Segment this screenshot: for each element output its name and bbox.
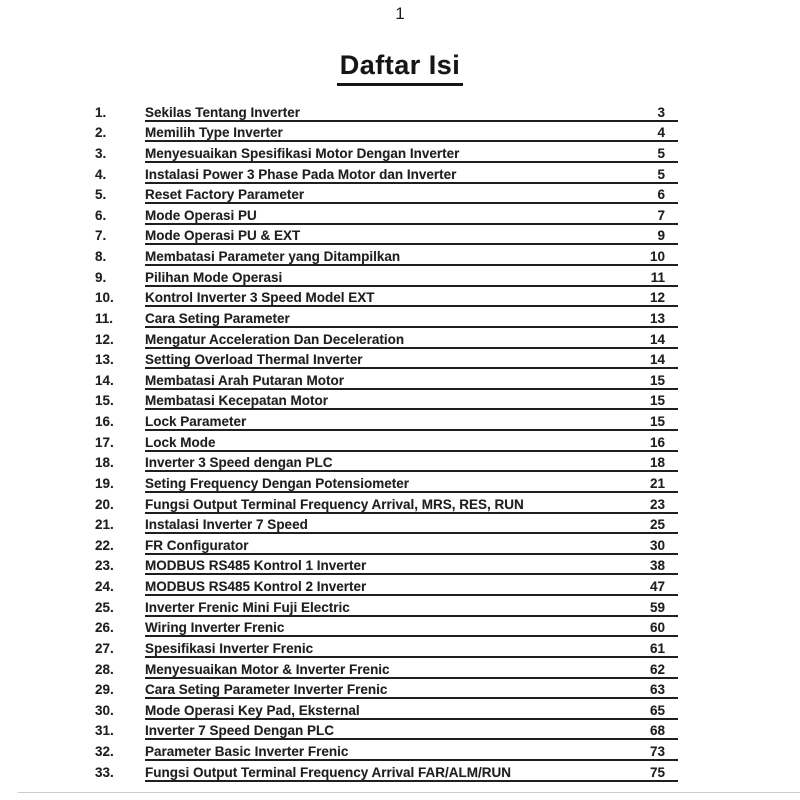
toc-entry-number: 16. [95, 414, 114, 429]
toc-entry [95, 452, 678, 473]
toc-entry-title: Membatasi Parameter yang Ditampilkan [145, 249, 401, 264]
toc-entry-line [145, 125, 678, 142]
toc-entry-number: 4. [95, 166, 107, 182]
toc-entry-title: Inverter Frenic Mini Fuji Electric [145, 599, 350, 615]
toc-entry-line [145, 455, 678, 472]
toc-entry-page: 16 [649, 434, 665, 450]
toc-entry-title: Mode Operasi PU & EXT [145, 228, 301, 244]
toc-entry-page: 15 [649, 414, 665, 429]
toc-entry-number: 8. [95, 249, 107, 264]
toc-entry [95, 225, 678, 246]
toc-entry-title: Inverter 3 Speed dengan PLC [145, 455, 333, 471]
toc-entry-title: Seting Frequency Dengan Potensiometer [145, 475, 410, 491]
toc-entry-line [145, 497, 678, 514]
toc-entry-number: 18. [95, 455, 114, 471]
toc-entry [95, 596, 678, 617]
toc-entry-number: 2. [95, 125, 107, 141]
toc-entry-line [145, 167, 678, 184]
toc-entry [95, 328, 678, 349]
toc-entry-line [145, 579, 678, 596]
toc-entry-page: 13 [649, 310, 665, 326]
toc-entry-number: 20. [95, 496, 114, 512]
toc-entry-title: Spesifikasi Inverter Frenic [145, 640, 314, 656]
toc-entry-line [145, 620, 678, 637]
toc-entry [95, 307, 678, 328]
toc-entry-title: Memilih Type Inverter [145, 125, 283, 141]
toc-entry-title: Instalasi Inverter 7 Speed [145, 517, 308, 533]
toc-entry-line [145, 723, 678, 740]
table-of-contents [95, 101, 678, 782]
toc-entry-title: Mode Operasi Key Pad, Eksternal [145, 702, 360, 718]
toc-entry-number: 17. [95, 434, 114, 450]
toc-entry-number: 24. [95, 579, 114, 594]
toc-entry [95, 555, 678, 576]
toc-entry-page: 21 [649, 475, 665, 491]
toc-entry-number: 6. [95, 207, 107, 223]
toc-entry-title: Lock Mode [145, 434, 216, 450]
toc-entry-page: 25 [649, 517, 665, 533]
toc-entry-page: 7 [657, 207, 665, 223]
toc-entry-line [145, 290, 678, 307]
toc-entry-page: 11 [650, 269, 665, 285]
toc-entry-number: 31. [95, 723, 114, 739]
toc-entry [95, 658, 678, 679]
toc-entry-title: Kontrol Inverter 3 Speed Model EXT [145, 290, 375, 306]
toc-entry-number: 10. [95, 290, 114, 306]
page-bottom-rule [18, 792, 800, 793]
page-title: Daftar Isi [337, 50, 464, 86]
toc-entry-number: 32. [95, 744, 114, 759]
toc-entry-title: FR Configurator [145, 537, 249, 553]
title-container [0, 50, 800, 86]
toc-entry-page: 4 [657, 125, 665, 141]
toc-entry-page: 75 [649, 764, 665, 780]
toc-entry-title: Menyesuaikan Spesifikasi Motor Dengan Inverter [145, 145, 460, 161]
toc-entry-number: 12. [95, 331, 114, 347]
toc-entry [95, 679, 678, 700]
toc-entry [95, 410, 678, 431]
toc-entry [95, 740, 678, 761]
toc-entry-number: 14. [95, 372, 114, 388]
toc-entry-page: 47 [649, 579, 665, 594]
toc-entry-number: 1. [95, 104, 107, 120]
toc-entry-title: Parameter Basic Inverter Frenic [145, 744, 349, 759]
toc-entry [95, 390, 678, 411]
toc-entry-page: 59 [649, 599, 665, 615]
toc-entry-page: 10 [649, 249, 665, 264]
toc-entry-page: 5 [657, 145, 665, 161]
toc-entry-line [145, 187, 678, 204]
toc-entry-page: 65 [649, 702, 665, 718]
toc-entry-page: 9 [657, 228, 665, 244]
toc-entry-number: 33. [95, 764, 114, 780]
toc-entry-title: Membatasi Arah Putaran Motor [145, 372, 345, 388]
toc-entry-number: 26. [95, 620, 114, 636]
toc-entry [95, 720, 678, 741]
toc-entry-title: Setting Overload Thermal Inverter [145, 352, 363, 368]
toc-entry [95, 493, 678, 514]
toc-entry-number: 3. [95, 145, 107, 161]
toc-entry-title: Fungsi Output Terminal Frequency Arrival FAR/ALM/RUN [145, 764, 512, 780]
toc-entry-line [145, 641, 678, 658]
toc-entry-page: 12 [649, 290, 665, 306]
toc-entry-number: 15. [95, 393, 114, 409]
toc-entry-line [145, 352, 678, 369]
toc-entry-number: 23. [95, 558, 114, 574]
toc-entry-title: Reset Factory Parameter [145, 187, 305, 203]
toc-entry-number: 13. [95, 352, 114, 368]
toc-entry-page: 60 [649, 620, 665, 636]
toc-entry-number: 28. [95, 661, 114, 677]
toc-entry-line [145, 682, 678, 699]
toc-entry-line [145, 332, 678, 349]
toc-entry [95, 142, 678, 163]
toc-entry-title: Cara Seting Parameter Inverter Frenic [145, 682, 388, 698]
toc-entry-line [145, 105, 678, 122]
toc-entry-title: MODBUS RS485 Kontrol 1 Inverter [145, 558, 367, 574]
toc-entry [95, 637, 678, 658]
toc-entry [95, 369, 678, 390]
toc-entry-title: Wiring Inverter Frenic [145, 620, 285, 636]
toc-entry-number: 9. [95, 269, 107, 285]
toc-entry-line [145, 517, 678, 534]
toc-entry [95, 122, 678, 143]
toc-entry-number: 27. [95, 640, 114, 656]
toc-entry-title: Instalasi Power 3 Phase Pada Motor dan Inverter [145, 166, 457, 182]
toc-entry-page: 63 [649, 682, 665, 698]
toc-entry [95, 287, 678, 308]
toc-entry-line [145, 414, 678, 431]
toc-entry [95, 266, 678, 287]
toc-entry-line [145, 538, 678, 555]
toc-entry-number: 25. [95, 599, 114, 615]
toc-entry-line [145, 249, 678, 266]
toc-entry [95, 184, 678, 205]
toc-entry-page: 18 [649, 455, 665, 471]
toc-entry [95, 699, 678, 720]
toc-entry-line [145, 600, 678, 617]
toc-entry-line [145, 311, 678, 328]
toc-entry-title: Sekilas Tentang Inverter [145, 104, 301, 120]
toc-entry-title: Pilihan Mode Operasi [145, 269, 283, 285]
toc-entry-page: 30 [649, 537, 665, 553]
toc-entry-line [145, 146, 678, 163]
toc-entry [95, 245, 678, 266]
toc-entry [95, 431, 678, 452]
toc-entry-page: 6 [657, 187, 665, 203]
toc-entry-title: Lock Parameter [145, 414, 247, 429]
toc-entry-number: 29. [95, 682, 114, 698]
toc-entry [95, 534, 678, 555]
toc-entry-page: 73 [649, 744, 665, 759]
toc-entry-page: 38 [649, 558, 665, 574]
toc-entry-page: 23 [649, 496, 665, 512]
toc-entry-line [145, 208, 678, 225]
toc-entry-number: 30. [95, 702, 114, 718]
toc-entry-page: 15 [649, 372, 665, 388]
toc-entry-line [145, 228, 678, 245]
toc-entry-page: 5 [657, 166, 665, 182]
toc-entry [95, 101, 678, 122]
toc-entry [95, 575, 678, 596]
toc-entry-title: Mode Operasi PU [145, 207, 257, 223]
toc-entry-line [145, 558, 678, 575]
toc-entry-line [145, 765, 678, 782]
toc-entry-title: Cara Seting Parameter [145, 310, 290, 326]
toc-entry [95, 163, 678, 184]
toc-entry-page: 15 [649, 393, 665, 409]
page-number: 1 [395, 4, 405, 23]
toc-entry-line [145, 703, 678, 720]
toc-entry-page: 62 [649, 661, 665, 677]
toc-entry-line [145, 744, 678, 761]
toc-entry-number: 7. [95, 228, 107, 244]
toc-entry-line [145, 662, 678, 679]
toc-entry [95, 514, 678, 535]
toc-entry-page: 68 [649, 723, 665, 739]
toc-entry-number: 21. [95, 517, 114, 533]
toc-entry [95, 761, 678, 782]
toc-entry-page: 61 [649, 640, 665, 656]
toc-entry-title: Mengatur Acceleration Dan Deceleration [145, 331, 405, 347]
toc-entry-line [145, 270, 678, 287]
toc-entry-title: MODBUS RS485 Kontrol 2 Inverter [145, 579, 367, 594]
toc-entry-page: 3 [657, 104, 665, 120]
toc-entry-title: Inverter 7 Speed Dengan PLC [145, 723, 335, 739]
toc-entry [95, 349, 678, 370]
toc-entry [95, 617, 678, 638]
toc-entry-page: 14 [649, 331, 665, 347]
toc-entry-line [145, 373, 678, 390]
toc-entry-title: Fungsi Output Terminal Frequency Arrival, MRS, RES, RUN [145, 496, 524, 512]
toc-entry-line [145, 435, 678, 452]
toc-entry-title: Menyesuaikan Motor & Inverter Frenic [145, 661, 390, 677]
toc-entry-page: 14 [649, 352, 665, 368]
toc-entry [95, 204, 678, 225]
toc-entry-title: Membatasi Kecepatan Motor [145, 393, 329, 409]
toc-entry-number: 5. [95, 187, 107, 203]
toc-entry-line [145, 476, 678, 493]
toc-entry [95, 472, 678, 493]
toc-entry-number: 11. [95, 310, 114, 326]
toc-entry-number: 19. [95, 475, 114, 491]
toc-entry-line [145, 393, 678, 410]
toc-entry-number: 22. [95, 537, 114, 553]
